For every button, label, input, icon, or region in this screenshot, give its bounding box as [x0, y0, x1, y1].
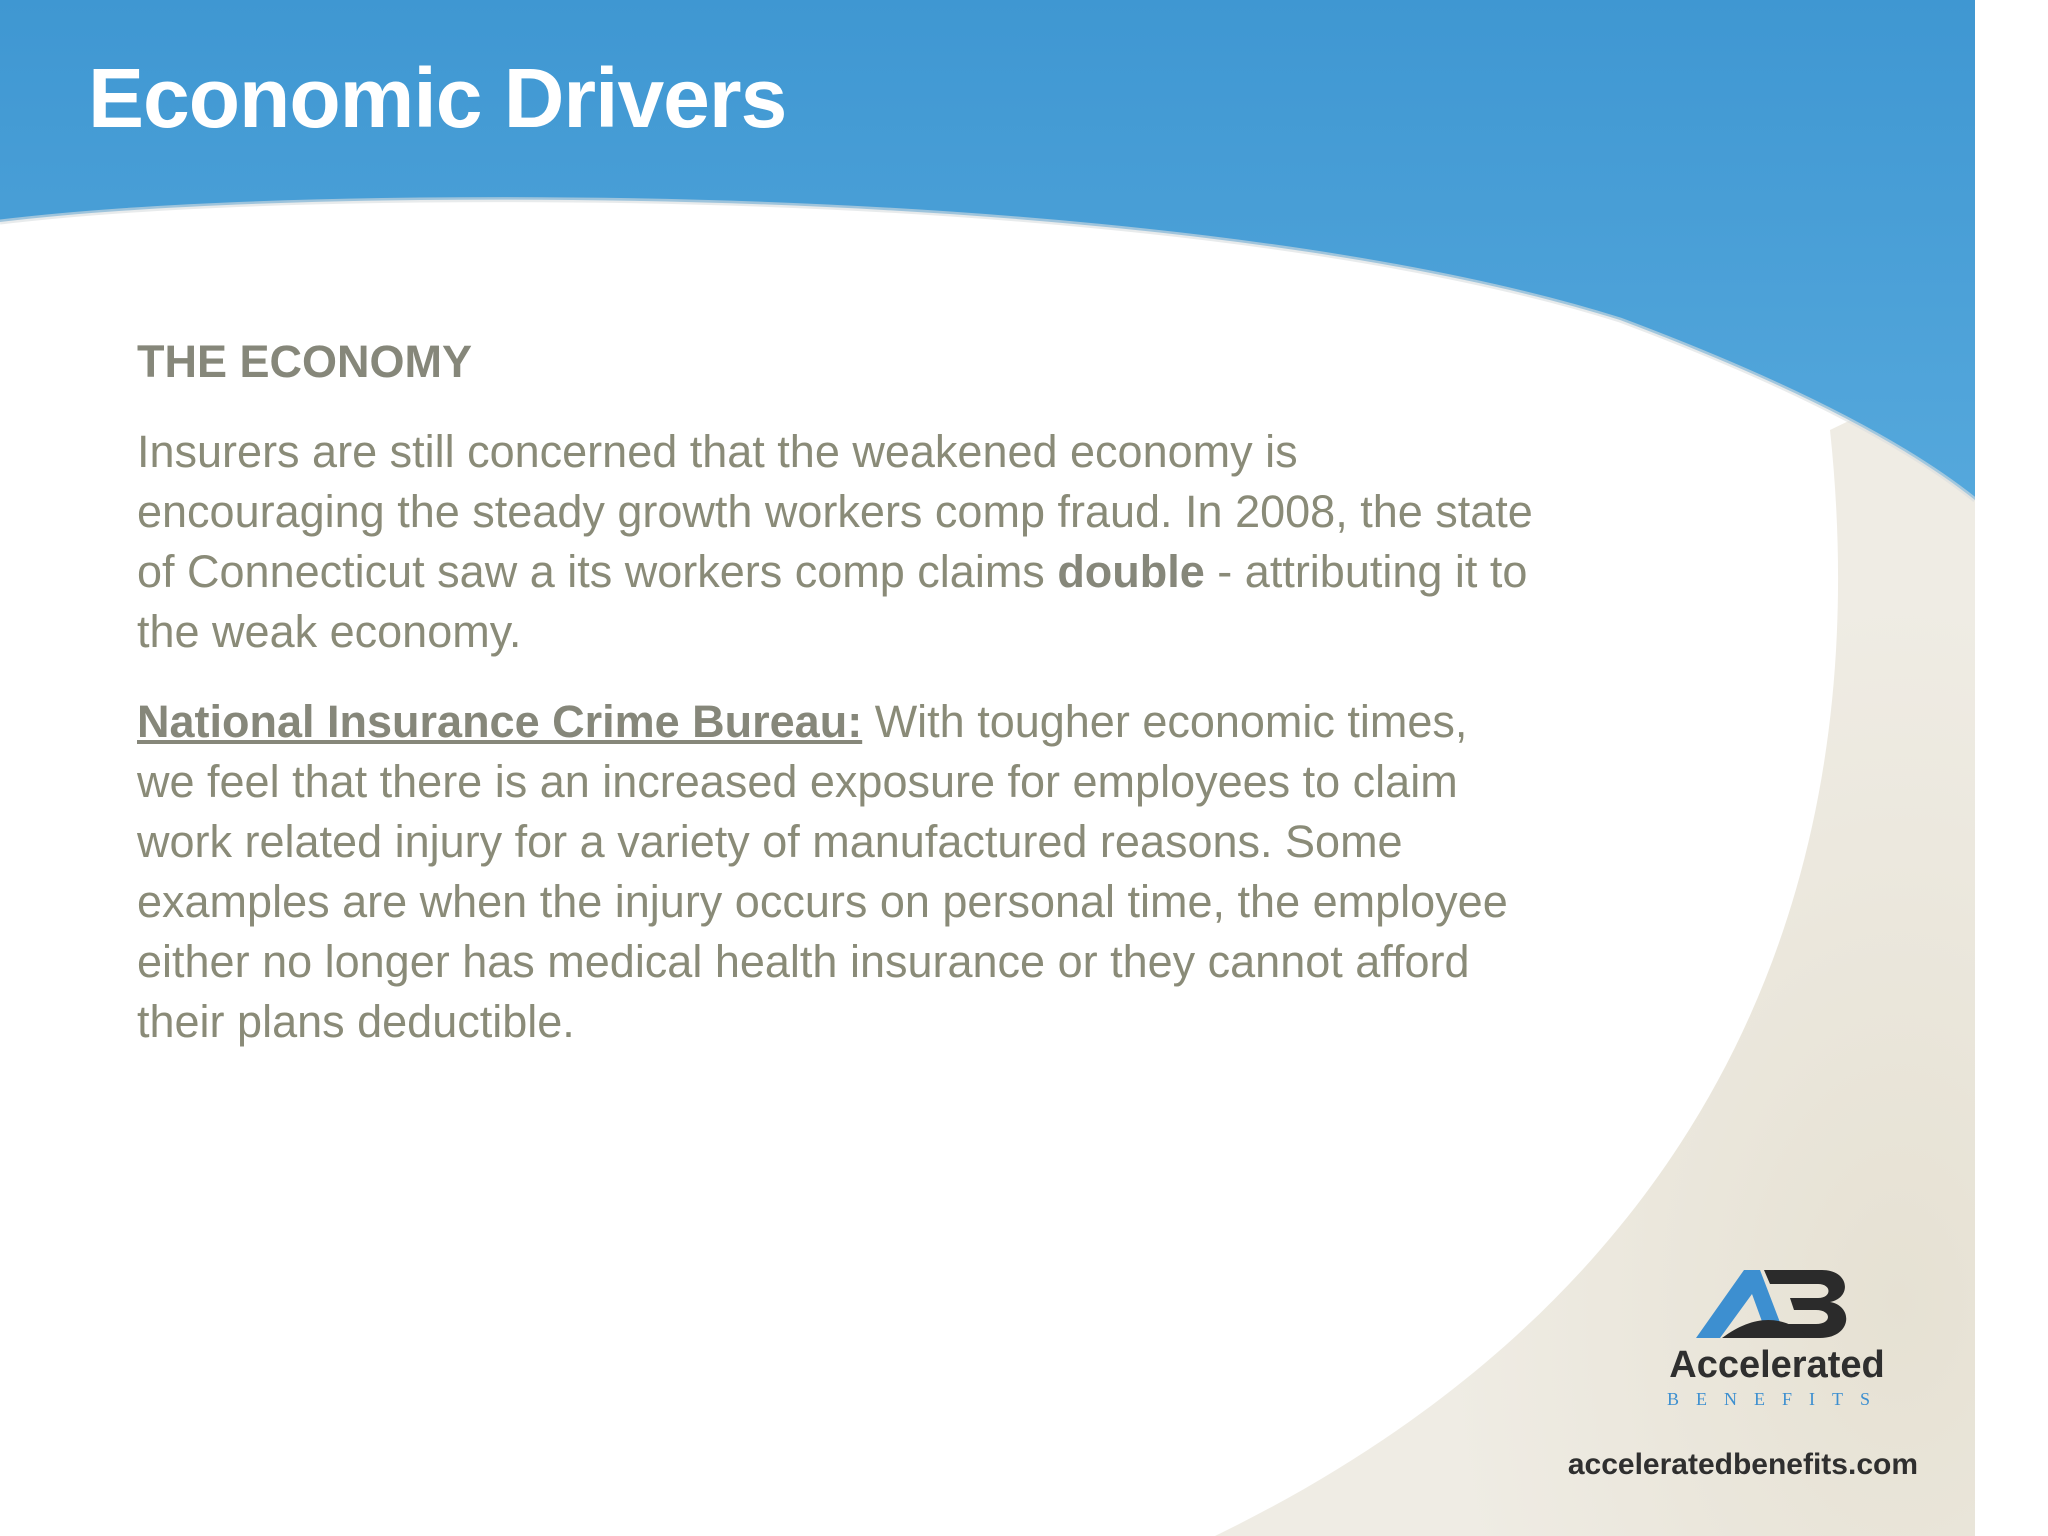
website-url: acceleratedbenefits.com: [1567, 1448, 1918, 1481]
logo-name: Accelerated: [1669, 1344, 1885, 1386]
paragraph-nicb-text: With tougher economic times, we feel that there is an increased exposure for employees to claim work related injury for a variety of manufactured reasons. Some examples are when the injury occurs on personal time, the employee either no longer has medical health insurance or they cannot afford their plans deductible.: [137, 696, 1508, 1047]
nicb-source-label: National Insurance Crime Bureau:: [137, 696, 863, 747]
ab-logo-icon: [1694, 1264, 1854, 1344]
slide-title: Economic Drivers: [88, 51, 787, 145]
paragraph-economy: [137, 422, 1537, 662]
emphasis-double: double: [1057, 546, 1205, 597]
accelerated-benefits-logo: [1630, 1264, 1920, 1414]
paragraph-nicb: [137, 692, 1537, 1052]
logo-subtitle: BENEFITS: [1666, 1389, 1887, 1409]
slide-content: [137, 332, 1537, 1082]
paragraph-economy-text-2: - attributing it to the weak economy.: [137, 546, 1528, 657]
paragraph-economy-text-1: Insurers are still concerned that the weakened economy is encouraging the steady growth workers comp fraud. In 2008, the state of Connecticut saw a its workers comp claims: [137, 426, 1533, 597]
section-heading: THE ECONOMY: [137, 336, 473, 387]
